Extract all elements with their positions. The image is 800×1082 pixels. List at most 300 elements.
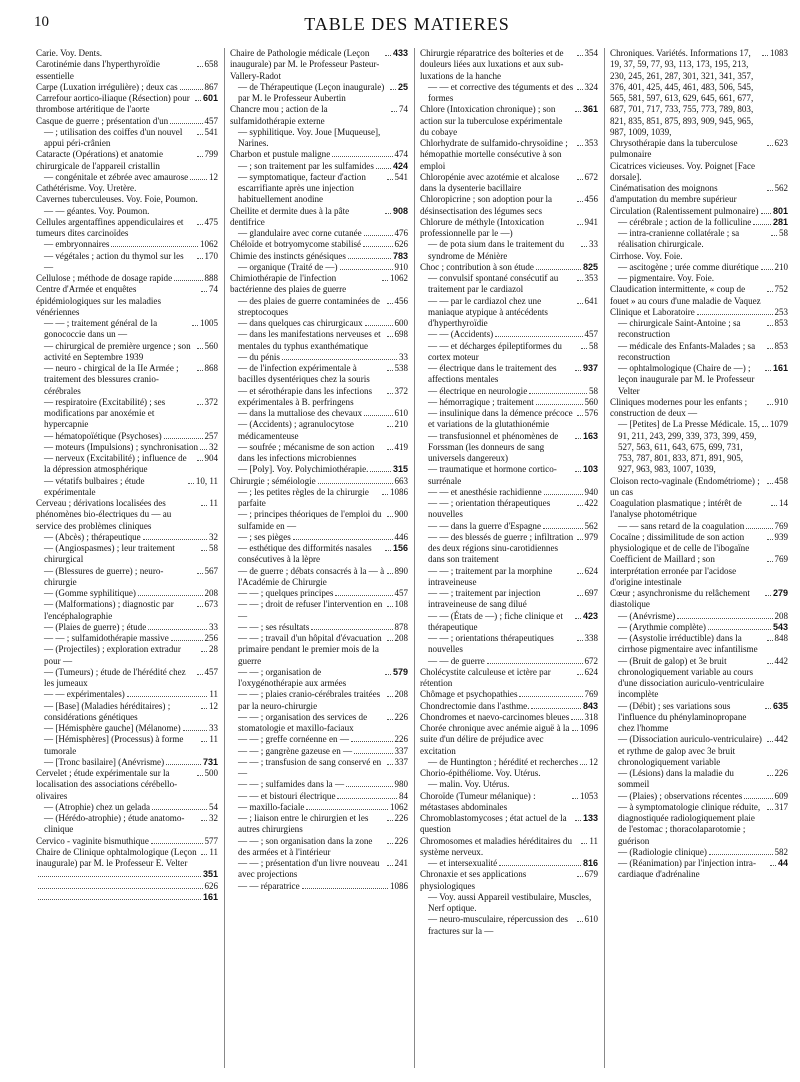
page-reference: 562 <box>774 183 788 193</box>
index-entry <box>36 667 218 690</box>
index-entry <box>230 712 408 735</box>
page-reference: 226 <box>394 813 408 823</box>
index-entry <box>36 172 218 183</box>
index-entry <box>36 836 218 847</box>
index-entry <box>230 251 408 262</box>
page-reference: 256 <box>204 633 218 643</box>
leader-dots <box>767 539 773 540</box>
entry-text: Charbon et pustule maligne <box>230 149 331 160</box>
page-reference: 1062 <box>200 239 218 250</box>
entry-text: — — réparatrice <box>238 880 300 891</box>
page-title: TABLE DES MATIERES <box>304 14 510 34</box>
leader-dots <box>577 415 583 416</box>
leader-dots <box>387 179 393 180</box>
entry-text: — (Plaies) ; observations récentes <box>618 790 743 801</box>
entry-text: — (Accidents) ; agranulocytose médicamenteuse <box>238 419 354 441</box>
page-reference: 33 <box>589 239 598 250</box>
entry-text: — ; principes théoriques de l'emploi du sulfamide en — <box>238 509 382 531</box>
page-reference: 1083 <box>770 48 788 58</box>
leader-dots <box>351 741 393 742</box>
leader-dots <box>767 348 773 349</box>
page-reference: 12 <box>209 171 218 182</box>
index-entry <box>230 262 408 273</box>
entry-text: Choc ; contribution à son étude <box>420 261 534 272</box>
index-entry <box>420 689 598 700</box>
index-entry <box>230 82 408 105</box>
page-reference: 843 <box>582 700 598 711</box>
index-entry <box>230 149 408 160</box>
index-entry <box>610 284 788 307</box>
leader-dots <box>363 246 392 247</box>
index-entry <box>610 622 788 633</box>
index-entry <box>420 408 598 431</box>
leader-dots <box>376 168 391 169</box>
page-reference: 663 <box>394 475 408 486</box>
page-reference: 422 <box>584 498 598 508</box>
entry-text: — ; liaison entre le chirurgien et les autres chirurgiens <box>238 813 369 835</box>
page-reference: 769 <box>774 554 788 565</box>
index-entry <box>420 262 598 273</box>
leader-dots <box>197 258 203 259</box>
page-reference: 226 <box>394 835 408 846</box>
entry-text: — électrique en neurologie <box>428 385 528 396</box>
entry-text: — — ; présentation d'un livre nouveau avec projections <box>238 858 380 880</box>
index-entry <box>230 622 408 633</box>
leader-dots <box>761 213 771 214</box>
page-reference: 457 <box>204 115 218 126</box>
leader-dots <box>302 888 388 889</box>
entry-text: — chirurgicale Saint-Antoine ; sa reconstruction <box>618 318 741 340</box>
leader-dots <box>767 190 773 191</box>
index-entry <box>36 341 218 364</box>
page-reference: 208 <box>394 633 408 643</box>
leader-dots <box>318 483 393 484</box>
leader-dots <box>385 213 391 214</box>
entry-text: Coefficient de Maillard ; son interprétation erronée par l'acidose d'origine intestinale <box>610 554 737 587</box>
page-reference: 577 <box>204 835 218 846</box>
leader-dots <box>197 404 203 405</box>
leader-dots <box>111 246 198 247</box>
entry-text: Chorio-épithéliome. Voy. Utérus. <box>420 768 541 778</box>
leader-dots <box>767 145 773 146</box>
leader-dots <box>487 663 583 664</box>
leader-dots <box>767 640 773 641</box>
page-reference: 1079 <box>770 419 788 430</box>
leader-dots <box>38 899 201 900</box>
entry-text: — (Angiospasmes) ; leur traitement chirurgical <box>44 543 175 565</box>
entry-text: — organique (Traité de —) <box>238 261 338 272</box>
entry-text: — maxillo-faciale <box>238 801 305 812</box>
index-columns <box>34 48 794 1068</box>
entry-text: — (Asystolie irréductible) dans la cirrhose pigmentaire avec infantilisme <box>618 633 758 655</box>
leader-dots <box>190 179 207 180</box>
entry-text: Chrysothérapie dans la tuberculose pulmonaire <box>610 138 738 160</box>
leader-dots <box>575 370 581 371</box>
entry-text: — esthétique des difformités nasales consécutives à la lèpre <box>238 543 372 565</box>
page-reference: 560 <box>584 396 598 407</box>
entry-text: — et intersexualité <box>428 858 498 868</box>
index-entry <box>36 633 218 644</box>
index-entry <box>420 813 598 836</box>
entry-text: — hémorragique ; traitement <box>428 396 534 407</box>
page-reference: 623 <box>774 138 788 148</box>
index-entry <box>420 779 598 790</box>
entry-text: — — et corrective des téguments et des formes <box>428 81 574 103</box>
leader-dots <box>197 775 203 776</box>
entry-text: — (Projectiles) ; exploration extradur pour — <box>44 644 181 666</box>
index-entry <box>420 498 598 521</box>
entry-text: Cocaïne ; dissimilitude de son action physiologique et de celle de l'ibogaïne <box>610 531 750 553</box>
entry-text: — — ; orientations thérapeutiques nouvelles <box>428 633 554 655</box>
entry-text: Cataracte (Opérations) et anatomie chirurgicale de l'appareil cristallin <box>36 149 163 171</box>
entry-text: — (Débit) ; ses variations sous l'influence du phénylaminopropane chez l'homme <box>618 700 747 733</box>
index-entry <box>230 689 408 712</box>
entry-text: — — expérimentales) <box>44 689 125 700</box>
page-reference: 697 <box>584 588 598 598</box>
index-entry <box>420 194 598 217</box>
index-entry <box>610 206 788 217</box>
leader-dots <box>197 66 203 67</box>
index-entry <box>610 341 788 364</box>
leader-dots <box>387 764 393 765</box>
leader-dots <box>577 201 583 202</box>
entry-text: — ; ses pièges <box>238 531 291 542</box>
index-entry <box>610 476 788 499</box>
leader-dots <box>390 89 396 90</box>
entry-text: — électrique dans le traitement des affections mentales <box>428 363 557 385</box>
leader-dots <box>677 618 772 619</box>
leader-dots <box>765 595 771 596</box>
page-reference: 353 <box>584 273 598 283</box>
index-entry <box>420 217 598 240</box>
index-entry <box>230 206 408 229</box>
index-entry <box>230 352 408 363</box>
index-entry <box>36 543 218 566</box>
leader-dots <box>499 865 581 866</box>
index-column-2 <box>224 48 414 1068</box>
index-entry <box>420 757 598 768</box>
index-entry <box>610 611 788 622</box>
leader-dots <box>572 730 578 731</box>
page-reference: 74 <box>399 104 408 115</box>
index-entry <box>36 757 218 768</box>
leader-dots <box>201 820 207 821</box>
leader-dots <box>365 325 393 326</box>
index-entry <box>230 239 408 250</box>
entry-text: — soufrée ; mécanisme de son action dans les infections microbiennes <box>238 441 375 463</box>
index-entry <box>610 318 788 341</box>
leader-dots <box>575 820 581 821</box>
index-entry <box>610 588 788 611</box>
entry-text: — — ; ses résultats <box>238 621 310 632</box>
entry-text: Cliniques modernes pour les enfants ; construction de deux — <box>610 396 748 418</box>
leader-dots <box>767 663 773 664</box>
leader-dots <box>767 561 773 562</box>
entry-text: — [Base] (Maladies héréditaires) ; considérations génétiques <box>44 700 171 722</box>
index-column-3 <box>414 48 604 1068</box>
entry-text: — chirurgical de première urgence ; son activité en Septembre 1939 <box>44 340 191 362</box>
leader-dots <box>697 314 773 315</box>
index-entry <box>36 431 218 442</box>
page-reference: 867 <box>204 81 218 92</box>
entry-text: Chromosomes et maladies héréditaires du système nerveux. <box>420 835 573 857</box>
entry-text: — (Lésions) dans la maladie du sommeil <box>618 768 734 790</box>
entry-text: Chaire de Pathologie médicale (Leçon inaugurale) par M. le Professeur Pasteur-Vallery-Radot <box>230 48 380 81</box>
index-entry <box>36 689 218 700</box>
index-entry <box>420 464 598 487</box>
page-reference: 769 <box>774 520 788 531</box>
index-entry <box>610 858 788 881</box>
page-reference: 133 <box>582 813 598 823</box>
index-entry <box>610 161 788 184</box>
leader-dots <box>337 798 397 799</box>
leader-dots <box>197 348 203 349</box>
page-reference: 58 <box>209 543 218 553</box>
page-reference: 562 <box>584 520 598 531</box>
entry-text: Chroniques. Variétés. Informations 17, 19, 37, 59, 77, 93, 113, 173, 195, 213, 230, 245, 261, 287, 301, 321, 341, 357, 376, 401, 425, 445, 461, 483, 506, 545, 565, 581, 597, 613, 629, 645, 661, 677, 687, 701, 717, 733, 755, 773, 789, 803, 821, 835, 851, 875, 893, 909, 945, 965, 987, 1009, 1039, <box>610 48 754 137</box>
leader-dots <box>183 730 207 731</box>
page-reference: 980 <box>394 779 408 790</box>
page-reference: 170 <box>204 250 218 261</box>
entry-text: — ; les petites règles de la chirurgie parfaite <box>238 486 369 508</box>
index-entry <box>420 82 598 105</box>
index-entry <box>36 116 218 127</box>
page-reference: 567 <box>204 565 218 576</box>
index-entry <box>230 881 408 892</box>
index-entry <box>610 262 788 273</box>
leader-dots <box>387 865 393 866</box>
leader-dots <box>577 573 583 574</box>
index-entry <box>230 104 408 127</box>
leader-dots <box>544 494 583 495</box>
page-reference: 868 <box>204 363 218 373</box>
page-reference: 456 <box>394 295 408 306</box>
leader-dots <box>143 539 207 540</box>
page-reference: 1086 <box>390 880 408 891</box>
index-entry <box>610 307 788 318</box>
page-reference: 853 <box>774 318 788 328</box>
page-reference: 337 <box>394 745 408 756</box>
page-reference: 457 <box>394 588 408 598</box>
leader-dots <box>577 303 583 304</box>
leader-dots <box>348 258 391 259</box>
entry-text: — dans quelques cas chirurgicaux <box>238 318 363 328</box>
leader-dots <box>148 629 207 630</box>
index-entry <box>230 858 408 881</box>
page-reference: 940 <box>584 486 598 497</box>
page-reference: 624 <box>584 666 598 677</box>
page-reference: 560 <box>204 340 218 351</box>
entry-text: — (Gomme syphilitique) <box>44 588 136 598</box>
entry-text: — (Dissociation auriculo-ventriculaire) et rythme de galop avec 3e bruit chronologiquement variable <box>618 734 762 767</box>
index-entry <box>420 892 598 915</box>
leader-dots <box>577 505 583 506</box>
page-reference: 543 <box>772 621 788 632</box>
leader-dots <box>335 595 392 596</box>
leader-dots <box>580 764 587 765</box>
entry-text: — médicale des Enfants-Malades ; sa reconstruction <box>618 340 756 362</box>
page-reference: 372 <box>204 396 218 407</box>
page-reference: 672 <box>584 171 598 182</box>
index-entry <box>610 521 788 532</box>
entry-text: Chlorhydrate de sulfamido-chrysoïdine ; hémopathie mortelle consécutive à son emploi <box>420 138 568 171</box>
entry-text: — (Arythmie complète) <box>618 621 706 632</box>
index-entry <box>610 554 788 588</box>
index-entry <box>36 881 218 892</box>
leader-dots <box>767 325 773 326</box>
leader-dots <box>306 809 388 810</box>
entry-text: — (Plaies de guerre) ; étude <box>44 621 147 632</box>
page-reference: 324 <box>584 81 598 92</box>
page-reference: 626 <box>204 880 218 891</box>
page-reference: 351 <box>202 869 218 880</box>
index-entry <box>610 791 788 802</box>
page-reference: 433 <box>392 48 408 58</box>
index-entry <box>420 386 598 397</box>
entry-text: Chondromes et naevo-carcinomes bleues <box>420 711 570 722</box>
entry-text: — convulsif spontané consécutif au traitement par le cardiazol <box>428 273 559 295</box>
page-reference: 476 <box>394 228 408 238</box>
entry-text: — — ; sulfamidothérapie massive <box>44 633 169 643</box>
index-entry <box>230 746 408 757</box>
leader-dots <box>762 55 768 56</box>
entry-text: Carpe (Luxation irrégulière) ; deux cas <box>36 81 178 92</box>
index-entry <box>610 273 788 284</box>
entry-text: Chlore (Intoxication chronique) ; son action sur la tuberculose expérimentale du cobaye <box>420 104 563 137</box>
leader-dots <box>765 708 771 709</box>
entry-text: Circulation (Ralentissement pulmonaire) <box>610 205 759 216</box>
index-entry <box>36 48 218 59</box>
index-entry <box>420 566 598 589</box>
entry-text: — neuro - chirgical de la IIe Armée ; traitement des blessures cranio-cérébrales <box>44 363 179 396</box>
entry-text: — cérébrale ; action de la folliculine <box>618 216 752 227</box>
leader-dots <box>195 100 201 101</box>
entry-text: — — (Accidents) <box>428 329 494 340</box>
entry-text: Coagulation plasmatique ; intérêt de l'analyse photométrique <box>610 498 742 520</box>
index-entry <box>420 239 598 262</box>
leader-dots <box>200 449 207 450</box>
entry-text: — vétatifs bulbaires ; étude expérimentale <box>44 475 145 497</box>
leader-dots <box>201 708 207 709</box>
page-reference: 208 <box>774 610 788 621</box>
leader-dots <box>387 606 393 607</box>
page-reference: 576 <box>584 408 598 418</box>
leader-dots <box>577 280 583 281</box>
page-reference: 442 <box>774 734 788 745</box>
page-reference: 752 <box>774 284 788 295</box>
index-entry <box>36 397 218 431</box>
page-reference: 769 <box>584 689 598 700</box>
index-entry <box>610 183 788 206</box>
leader-dots <box>543 528 582 529</box>
index-entry <box>36 847 218 870</box>
leader-dots <box>340 269 393 270</box>
page-reference: 354 <box>584 48 598 58</box>
index-entry <box>36 813 218 836</box>
leader-dots <box>577 55 583 56</box>
index-entry <box>230 228 408 239</box>
index-entry <box>230 667 408 690</box>
page-reference: 257 <box>204 430 218 441</box>
page-reference: 910 <box>774 396 788 407</box>
index-entry <box>420 431 598 465</box>
entry-text: Cellulose ; méthode de dosage rapide <box>36 273 173 283</box>
page-reference: 600 <box>394 318 408 328</box>
leader-dots <box>577 539 583 540</box>
index-entry <box>230 318 408 329</box>
index-entry <box>420 588 598 611</box>
entry-text: — de guerre ; débats consacrés à la — à l'Académie de Chirurgie <box>238 565 385 587</box>
leader-dots <box>572 798 578 799</box>
entry-text: — (Bruit de galop) et 3e bruit chronologiquement variable au cours d'une dissociation auriculo-ventriculaire incomplète <box>618 655 765 700</box>
index-column-1 <box>34 48 224 1068</box>
page-reference: 32 <box>209 531 218 542</box>
entry-text: — de l'infection expérimentale à bacilles dysentériques chez la souris <box>238 363 370 385</box>
leader-dots <box>531 708 580 709</box>
entry-text: Cirrhose. Voy. Foie. <box>610 250 683 261</box>
index-entry <box>230 599 408 622</box>
entry-text: Carotinémie dans l'hyperthyroïdie essentielle <box>36 59 160 81</box>
entry-text: — [Hémisphère gauche] (Mélanome) <box>44 723 181 733</box>
index-entry <box>230 588 408 599</box>
entry-text: — des plaies de guerre contaminées de streptocoques <box>238 295 380 317</box>
entry-text: — — et bistouri électrique <box>238 790 336 801</box>
page-reference: 848 <box>774 633 788 643</box>
entry-text: — — ; droit de refuser l'intervention en — <box>238 599 383 621</box>
entry-text: — dans les manifestations nerveuses et mentales du typhus exanthématique <box>238 329 381 351</box>
index-entry <box>36 206 218 217</box>
leader-dots <box>387 843 393 844</box>
index-entry <box>230 509 408 532</box>
index-entry <box>420 329 598 340</box>
page-reference: 908 <box>392 205 408 216</box>
page-number: 10 <box>34 14 49 30</box>
entry-text: — — ; organisation des services de stomatologie et maxillo-faciaux <box>238 711 368 733</box>
index-entry <box>36 93 218 116</box>
leader-dots <box>385 550 391 551</box>
index-entry <box>230 127 408 150</box>
page-reference: 1005 <box>200 318 218 328</box>
entry-text: — moteurs (Impulsions) ; synchronisation <box>44 441 199 452</box>
index-entry <box>610 532 788 555</box>
leader-dots <box>38 888 203 889</box>
page-reference: 582 <box>774 846 788 857</box>
page-reference: 226 <box>394 734 408 745</box>
page-reference: 1096 <box>580 723 598 733</box>
index-entry <box>230 836 408 859</box>
index-entry <box>230 296 408 319</box>
page-reference: 979 <box>584 531 598 542</box>
index-entry <box>230 161 408 172</box>
entry-text: — de pota sium dans le traitement du syndrome de Ménière <box>428 239 565 261</box>
entry-text: — ascitogène ; urée comme diurétique <box>618 261 759 272</box>
leader-dots <box>387 370 393 371</box>
entry-text: — — ; greffe cornéenne en — <box>238 734 349 745</box>
page-reference: 474 <box>394 149 408 160</box>
page-reference: 14 <box>779 498 788 508</box>
index-entry <box>36 217 218 240</box>
entry-text: Chômage et psychopathies <box>420 689 518 700</box>
entry-text: — embryonnaires <box>44 239 110 250</box>
leader-dots <box>571 719 582 720</box>
page-reference: 208 <box>394 689 408 700</box>
index-entry <box>610 498 788 521</box>
page-reference: 1053 <box>580 790 598 801</box>
index-entry <box>420 667 598 690</box>
index-entry <box>36 194 218 205</box>
index-entry <box>36 701 218 724</box>
page-reference: 878 <box>394 621 408 632</box>
